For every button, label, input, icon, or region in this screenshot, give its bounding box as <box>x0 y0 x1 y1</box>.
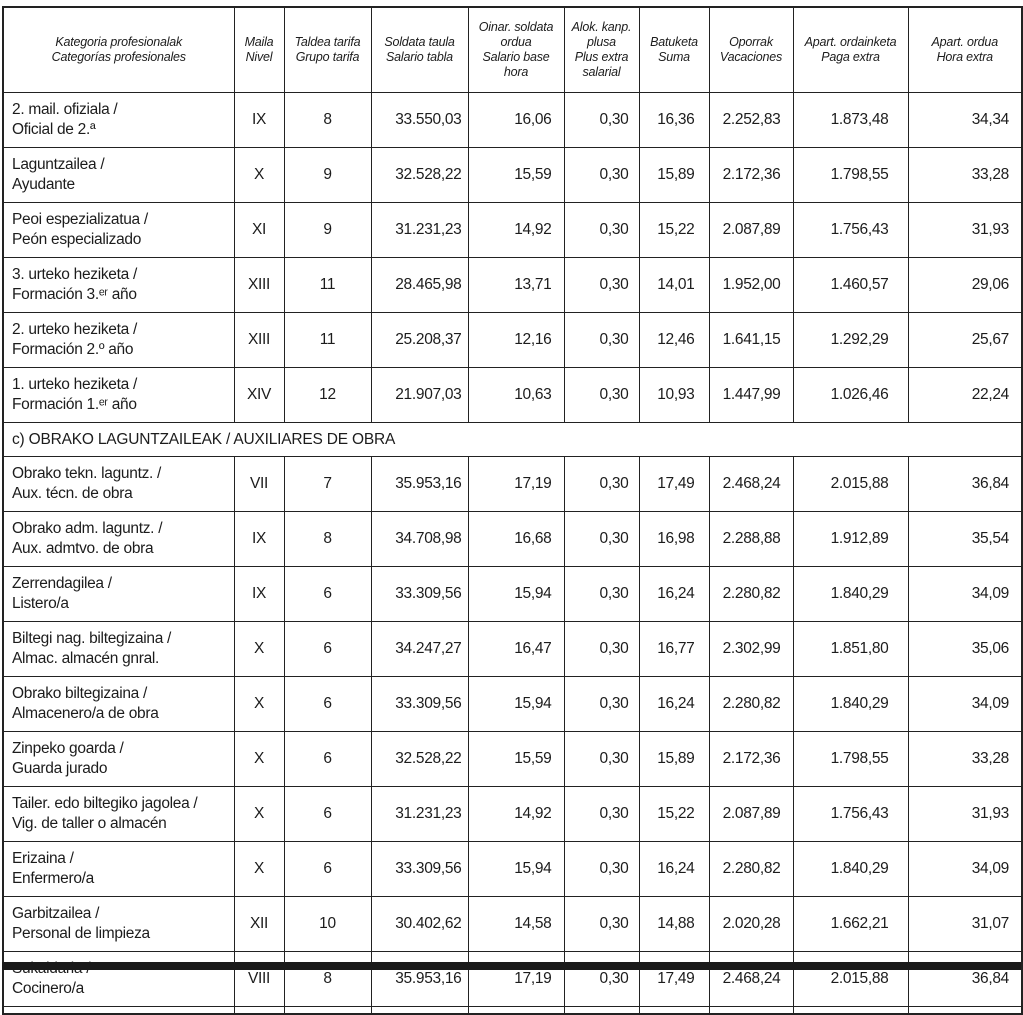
header-vacaciones-eu: Oporrak <box>729 35 773 49</box>
cell-grupo: 6 <box>284 787 371 842</box>
cell-paga-extra: 1.756,43 <box>793 203 908 258</box>
header-vacaciones <box>709 7 793 93</box>
cell-salario-base-hora: 16,68 <box>468 512 564 567</box>
header-nivel-eu: Maila <box>244 35 274 49</box>
categoria-line-eu: Tailer. edo biltegiko jagolea / <box>12 795 198 812</box>
cell-suma: 16,77 <box>639 622 709 677</box>
section-header-cell: c) OBRAKO LAGUNTZAILEAK / AUXILIARES DE OBRA <box>3 423 1022 457</box>
cell-paga-extra: 1.798,55 <box>793 148 908 203</box>
categoria-line-es: Enfermero/a <box>12 870 94 887</box>
cell-hora-extra: 35,06 <box>908 622 1022 677</box>
categoria-line-es: Ayudante <box>12 176 75 193</box>
cell-plus-extra: 0,30 <box>564 897 639 952</box>
header-plus-extra-eu: Alok. kanp. plusa <box>571 20 632 49</box>
categoria-line-es: Almac. almacén gnral. <box>12 650 160 667</box>
cell-salario-base-hora: 15,59 <box>468 148 564 203</box>
cell-salario-base-hora: 12,16 <box>468 313 564 368</box>
cutoff-row <box>3 1007 1022 1015</box>
cell-vacaciones: 2.172,36 <box>709 732 793 787</box>
cell-salario-base-hora: 13,71 <box>468 258 564 313</box>
cell-grupo: 10 <box>284 897 371 952</box>
cell-salario-tabla: 34.708,98 <box>371 512 468 567</box>
cell-grupo: 6 <box>284 677 371 732</box>
cell-grupo: 9 <box>284 148 371 203</box>
cell-salario-tabla: 33.309,56 <box>371 567 468 622</box>
header-grupo-es: Grupo tarifa <box>295 50 360 64</box>
header-salario-base-hora-es: Salario base hora <box>482 50 550 79</box>
cell-categoria <box>3 677 234 732</box>
cell-categoria <box>3 952 234 1007</box>
header-suma-es: Suma <box>658 50 690 64</box>
cell-nivel: X <box>234 732 284 787</box>
categoria-line-es: Personal de limpieza <box>12 925 150 942</box>
cell-paga-extra: 1.840,29 <box>793 677 908 732</box>
cell-salario-base-hora: 17,19 <box>468 952 564 1007</box>
categoria-line-es: Formación 1.ᵉʳ año <box>12 396 137 413</box>
header-paga-extra-eu: Apart. ordainketa <box>804 35 897 49</box>
cell-hora-extra: 29,06 <box>908 258 1022 313</box>
cell-suma: 15,22 <box>639 203 709 258</box>
cell-hora-extra: 36,84 <box>908 457 1022 512</box>
table-header <box>3 7 1022 93</box>
table-row <box>3 457 1022 512</box>
cell-salario-tabla: 35.953,16 <box>371 457 468 512</box>
cell-paga-extra: 1.756,43 <box>793 787 908 842</box>
categoria-line-eu: Garbitzailea / <box>12 905 100 922</box>
table-row <box>3 622 1022 677</box>
cell-categoria <box>3 368 234 423</box>
cell-salario-base-hora: 14,92 <box>468 203 564 258</box>
cell-hora-extra: 31,07 <box>908 897 1022 952</box>
cell-paga-extra: 1.292,29 <box>793 313 908 368</box>
cell-nivel: IX <box>234 93 284 148</box>
categoria-line-es: Peón especializado <box>12 231 142 248</box>
cell-grupo: 6 <box>284 622 371 677</box>
categoria-line-eu: Obrako biltegizaina / <box>12 685 148 702</box>
cell-categoria <box>3 203 234 258</box>
table-cutoff-row-stub <box>3 1007 1022 1015</box>
cell-grupo: 12 <box>284 368 371 423</box>
cell-salario-base-hora: 15,94 <box>468 567 564 622</box>
cell-plus-extra: 0,30 <box>564 677 639 732</box>
cell-nivel: XII <box>234 897 284 952</box>
cell-plus-extra: 0,30 <box>564 258 639 313</box>
cell-nivel: X <box>234 787 284 842</box>
cell-categoria <box>3 622 234 677</box>
categoria-line-es: Oficial de 2.ª <box>12 121 96 138</box>
cell-grupo: 6 <box>284 842 371 897</box>
cell-nivel: XIII <box>234 258 284 313</box>
cell-hora-extra: 34,09 <box>908 677 1022 732</box>
header-plus-extra <box>564 7 639 93</box>
cell-paga-extra: 2.015,88 <box>793 457 908 512</box>
table-row <box>3 842 1022 897</box>
table-row <box>3 732 1022 787</box>
cell-grupo: 7 <box>284 457 371 512</box>
cell-nivel: VIII <box>234 952 284 1007</box>
table-row <box>3 787 1022 842</box>
cell-hora-extra: 36,84 <box>908 952 1022 1007</box>
cell-categoria <box>3 567 234 622</box>
cell-plus-extra: 0,30 <box>564 368 639 423</box>
categoria-line-eu: 2. mail. ofiziala / <box>12 101 118 118</box>
categoria-line-eu: Peoi espezializatua / <box>12 211 148 228</box>
categoria-line-es: Cocinero/a <box>12 980 84 997</box>
cell-suma: 12,46 <box>639 313 709 368</box>
cell-suma: 16,98 <box>639 512 709 567</box>
cell-vacaciones: 2.087,89 <box>709 203 793 258</box>
categoria-line-eu: Erizaina / <box>12 850 74 867</box>
cell-salario-tabla: 31.231,23 <box>371 203 468 258</box>
categoria-line-eu: Zerrendagilea / <box>12 575 112 592</box>
cell-vacaciones: 1.952,00 <box>709 258 793 313</box>
cell-suma: 15,89 <box>639 148 709 203</box>
table-row <box>3 148 1022 203</box>
cell-paga-extra: 1.460,57 <box>793 258 908 313</box>
cell-nivel: IX <box>234 512 284 567</box>
cell-suma: 15,89 <box>639 732 709 787</box>
cell-grupo: 8 <box>284 512 371 567</box>
cell-salario-tabla: 21.907,03 <box>371 368 468 423</box>
cell-plus-extra: 0,30 <box>564 567 639 622</box>
cell-categoria <box>3 148 234 203</box>
cell-suma: 16,24 <box>639 677 709 732</box>
cell-paga-extra: 1.662,21 <box>793 897 908 952</box>
header-vacaciones-es: Vacaciones <box>719 50 783 64</box>
cell-grupo: 11 <box>284 313 371 368</box>
cell-plus-extra: 0,30 <box>564 457 639 512</box>
cell-hora-extra: 34,09 <box>908 842 1022 897</box>
cell-categoria <box>3 897 234 952</box>
header-hora-extra-eu: Apart. ordua <box>931 35 998 49</box>
header-nivel <box>234 7 284 93</box>
table-body <box>3 93 1022 1007</box>
header-grupo <box>284 7 371 93</box>
cell-vacaciones: 2.280,82 <box>709 567 793 622</box>
cell-suma: 10,93 <box>639 368 709 423</box>
cell-nivel: VII <box>234 457 284 512</box>
cell-paga-extra: 1.912,89 <box>793 512 908 567</box>
cell-nivel: X <box>234 842 284 897</box>
cell-categoria <box>3 93 234 148</box>
cell-categoria <box>3 842 234 897</box>
cell-vacaciones: 2.087,89 <box>709 787 793 842</box>
cell-categoria <box>3 258 234 313</box>
header-hora-extra <box>908 7 1022 93</box>
header-suma-eu: Batuketa <box>650 35 698 49</box>
header-salario-tabla-eu: Soldata taula <box>384 35 455 49</box>
cell-vacaciones: 2.020,28 <box>709 897 793 952</box>
cell-plus-extra: 0,30 <box>564 787 639 842</box>
cell-hora-extra: 25,67 <box>908 313 1022 368</box>
section-row <box>3 423 1022 457</box>
cell-vacaciones: 2.252,83 <box>709 93 793 148</box>
cell-vacaciones: 1.447,99 <box>709 368 793 423</box>
cell-nivel: X <box>234 148 284 203</box>
cell-salario-tabla: 31.231,23 <box>371 787 468 842</box>
cell-nivel: XIII <box>234 313 284 368</box>
header-salario-base-hora <box>468 7 564 93</box>
categoria-line-eu: Zinpeko goarda / <box>12 740 124 757</box>
header-salario-base-hora-eu: Oinar. soldata ordua <box>478 20 554 49</box>
cell-salario-tabla: 33.309,56 <box>371 842 468 897</box>
cell-grupo: 6 <box>284 732 371 787</box>
cell-salario-base-hora: 15,94 <box>468 842 564 897</box>
categoria-line-es: Aux. admtvo. de obra <box>12 540 154 557</box>
categoria-line-eu: Biltegi nag. biltegizaina / <box>12 630 172 647</box>
cell-vacaciones: 1.641,15 <box>709 313 793 368</box>
cell-salario-tabla: 28.465,98 <box>371 258 468 313</box>
header-hora-extra-es: Hora extra <box>936 50 993 64</box>
cell-hora-extra: 34,34 <box>908 93 1022 148</box>
header-categoria-es: Categorías profesionales <box>51 50 186 64</box>
cell-suma: 14,01 <box>639 258 709 313</box>
cell-nivel: IX <box>234 567 284 622</box>
categoria-line-es: Formación 3.ᵉʳ año <box>12 286 137 303</box>
cell-grupo: 8 <box>284 952 371 1007</box>
cell-salario-base-hora: 10,63 <box>468 368 564 423</box>
cell-plus-extra: 0,30 <box>564 512 639 567</box>
header-paga-extra <box>793 7 908 93</box>
cell-plus-extra: 0,30 <box>564 313 639 368</box>
cell-salario-tabla: 32.528,22 <box>371 148 468 203</box>
cell-grupo: 6 <box>284 567 371 622</box>
categoria-line-es: Listero/a <box>12 595 69 612</box>
cell-plus-extra: 0,30 <box>564 622 639 677</box>
cell-plus-extra: 0,30 <box>564 842 639 897</box>
cell-salario-tabla: 35.953,16 <box>371 952 468 1007</box>
cell-categoria <box>3 457 234 512</box>
table-row <box>3 368 1022 423</box>
header-suma <box>639 7 709 93</box>
cell-salario-base-hora: 17,19 <box>468 457 564 512</box>
categoria-line-es: Aux. técn. de obra <box>12 485 133 502</box>
cell-vacaciones: 2.172,36 <box>709 148 793 203</box>
categoria-line-es: Almacenero/a de obra <box>12 705 159 722</box>
table-row <box>3 512 1022 567</box>
header-categoria-eu: Kategoria profesionalak <box>55 35 183 49</box>
cell-paga-extra: 1.798,55 <box>793 732 908 787</box>
cell-salario-tabla: 33.550,03 <box>371 93 468 148</box>
cell-categoria <box>3 512 234 567</box>
cell-categoria <box>3 313 234 368</box>
cell-paga-extra: 1.840,29 <box>793 842 908 897</box>
header-plus-extra-es: Plus extra salarial <box>574 50 629 79</box>
categoria-line-es: Guarda jurado <box>12 760 108 777</box>
cell-vacaciones: 2.468,24 <box>709 952 793 1007</box>
cell-hora-extra: 31,93 <box>908 203 1022 258</box>
cell-plus-extra: 0,30 <box>564 203 639 258</box>
cell-vacaciones: 2.302,99 <box>709 622 793 677</box>
cell-hora-extra: 33,28 <box>908 148 1022 203</box>
cell-salario-base-hora: 14,58 <box>468 897 564 952</box>
cell-salario-base-hora: 15,94 <box>468 677 564 732</box>
categoria-line-eu: 3. urteko heziketa / <box>12 266 137 283</box>
cell-salario-base-hora: 14,92 <box>468 787 564 842</box>
table-row <box>3 203 1022 258</box>
table-row <box>3 93 1022 148</box>
cell-hora-extra: 33,28 <box>908 732 1022 787</box>
cell-salario-tabla: 33.309,56 <box>371 677 468 732</box>
cell-salario-base-hora: 15,59 <box>468 732 564 787</box>
header-row <box>3 7 1022 93</box>
cell-plus-extra: 0,30 <box>564 148 639 203</box>
cell-paga-extra: 1.026,46 <box>793 368 908 423</box>
cell-paga-extra: 2.015,88 <box>793 952 908 1007</box>
header-categoria <box>3 7 234 93</box>
cell-hora-extra: 22,24 <box>908 368 1022 423</box>
categoria-line-eu: 1. urteko heziketa / <box>12 376 137 393</box>
cell-salario-base-hora: 16,47 <box>468 622 564 677</box>
categoria-line-es: Formación 2.º año <box>12 341 134 358</box>
cell-suma: 16,24 <box>639 842 709 897</box>
cell-paga-extra: 1.873,48 <box>793 93 908 148</box>
cell-vacaciones: 2.280,82 <box>709 677 793 732</box>
cell-grupo: 11 <box>284 258 371 313</box>
table-row <box>3 567 1022 622</box>
cell-salario-base-hora: 16,06 <box>468 93 564 148</box>
table-row <box>3 952 1022 1007</box>
table-row <box>3 313 1022 368</box>
cell-hora-extra: 31,93 <box>908 787 1022 842</box>
header-salario-tabla <box>371 7 468 93</box>
cell-paga-extra: 1.840,29 <box>793 567 908 622</box>
table-row <box>3 677 1022 732</box>
cell-categoria <box>3 787 234 842</box>
header-salario-tabla-es: Salario tabla <box>386 50 453 64</box>
categoria-line-eu: Laguntzailea / <box>12 156 105 173</box>
cell-nivel: XI <box>234 203 284 258</box>
cell-nivel: X <box>234 677 284 732</box>
cell-vacaciones: 2.468,24 <box>709 457 793 512</box>
cell-suma: 17,49 <box>639 952 709 1007</box>
cell-suma: 15,22 <box>639 787 709 842</box>
categoria-line-eu: 2. urteko heziketa / <box>12 321 137 338</box>
cell-plus-extra: 0,30 <box>564 952 639 1007</box>
cell-plus-extra: 0,30 <box>564 93 639 148</box>
cell-grupo: 8 <box>284 93 371 148</box>
cell-salario-tabla: 30.402,62 <box>371 897 468 952</box>
cell-nivel: XIV <box>234 368 284 423</box>
header-nivel-es: Nivel <box>245 50 273 64</box>
table-cut-edge-bar <box>2 962 1021 970</box>
cell-suma: 14,88 <box>639 897 709 952</box>
cell-vacaciones: 2.280,82 <box>709 842 793 897</box>
cell-vacaciones: 2.288,88 <box>709 512 793 567</box>
cell-paga-extra: 1.851,80 <box>793 622 908 677</box>
cell-salario-tabla: 32.528,22 <box>371 732 468 787</box>
cell-salario-tabla: 34.247,27 <box>371 622 468 677</box>
table-row <box>3 258 1022 313</box>
categoria-line-eu: Obrako adm. laguntz. / <box>12 520 163 537</box>
categoria-line-es: Vig. de taller o almacén <box>12 815 167 832</box>
table-row <box>3 897 1022 952</box>
cell-plus-extra: 0,30 <box>564 732 639 787</box>
cell-suma: 16,24 <box>639 567 709 622</box>
cell-categoria <box>3 732 234 787</box>
cell-nivel: X <box>234 622 284 677</box>
cell-hora-extra: 34,09 <box>908 567 1022 622</box>
cell-suma: 16,36 <box>639 93 709 148</box>
salary-table <box>2 6 1023 1015</box>
cell-suma: 17,49 <box>639 457 709 512</box>
cell-hora-extra: 35,54 <box>908 512 1022 567</box>
cell-salario-tabla: 25.208,37 <box>371 313 468 368</box>
cell-grupo: 9 <box>284 203 371 258</box>
categoria-line-eu: Obrako tekn. laguntz. / <box>12 465 162 482</box>
header-paga-extra-es: Paga extra <box>821 50 880 64</box>
header-grupo-eu: Taldea tarifa <box>294 35 361 49</box>
